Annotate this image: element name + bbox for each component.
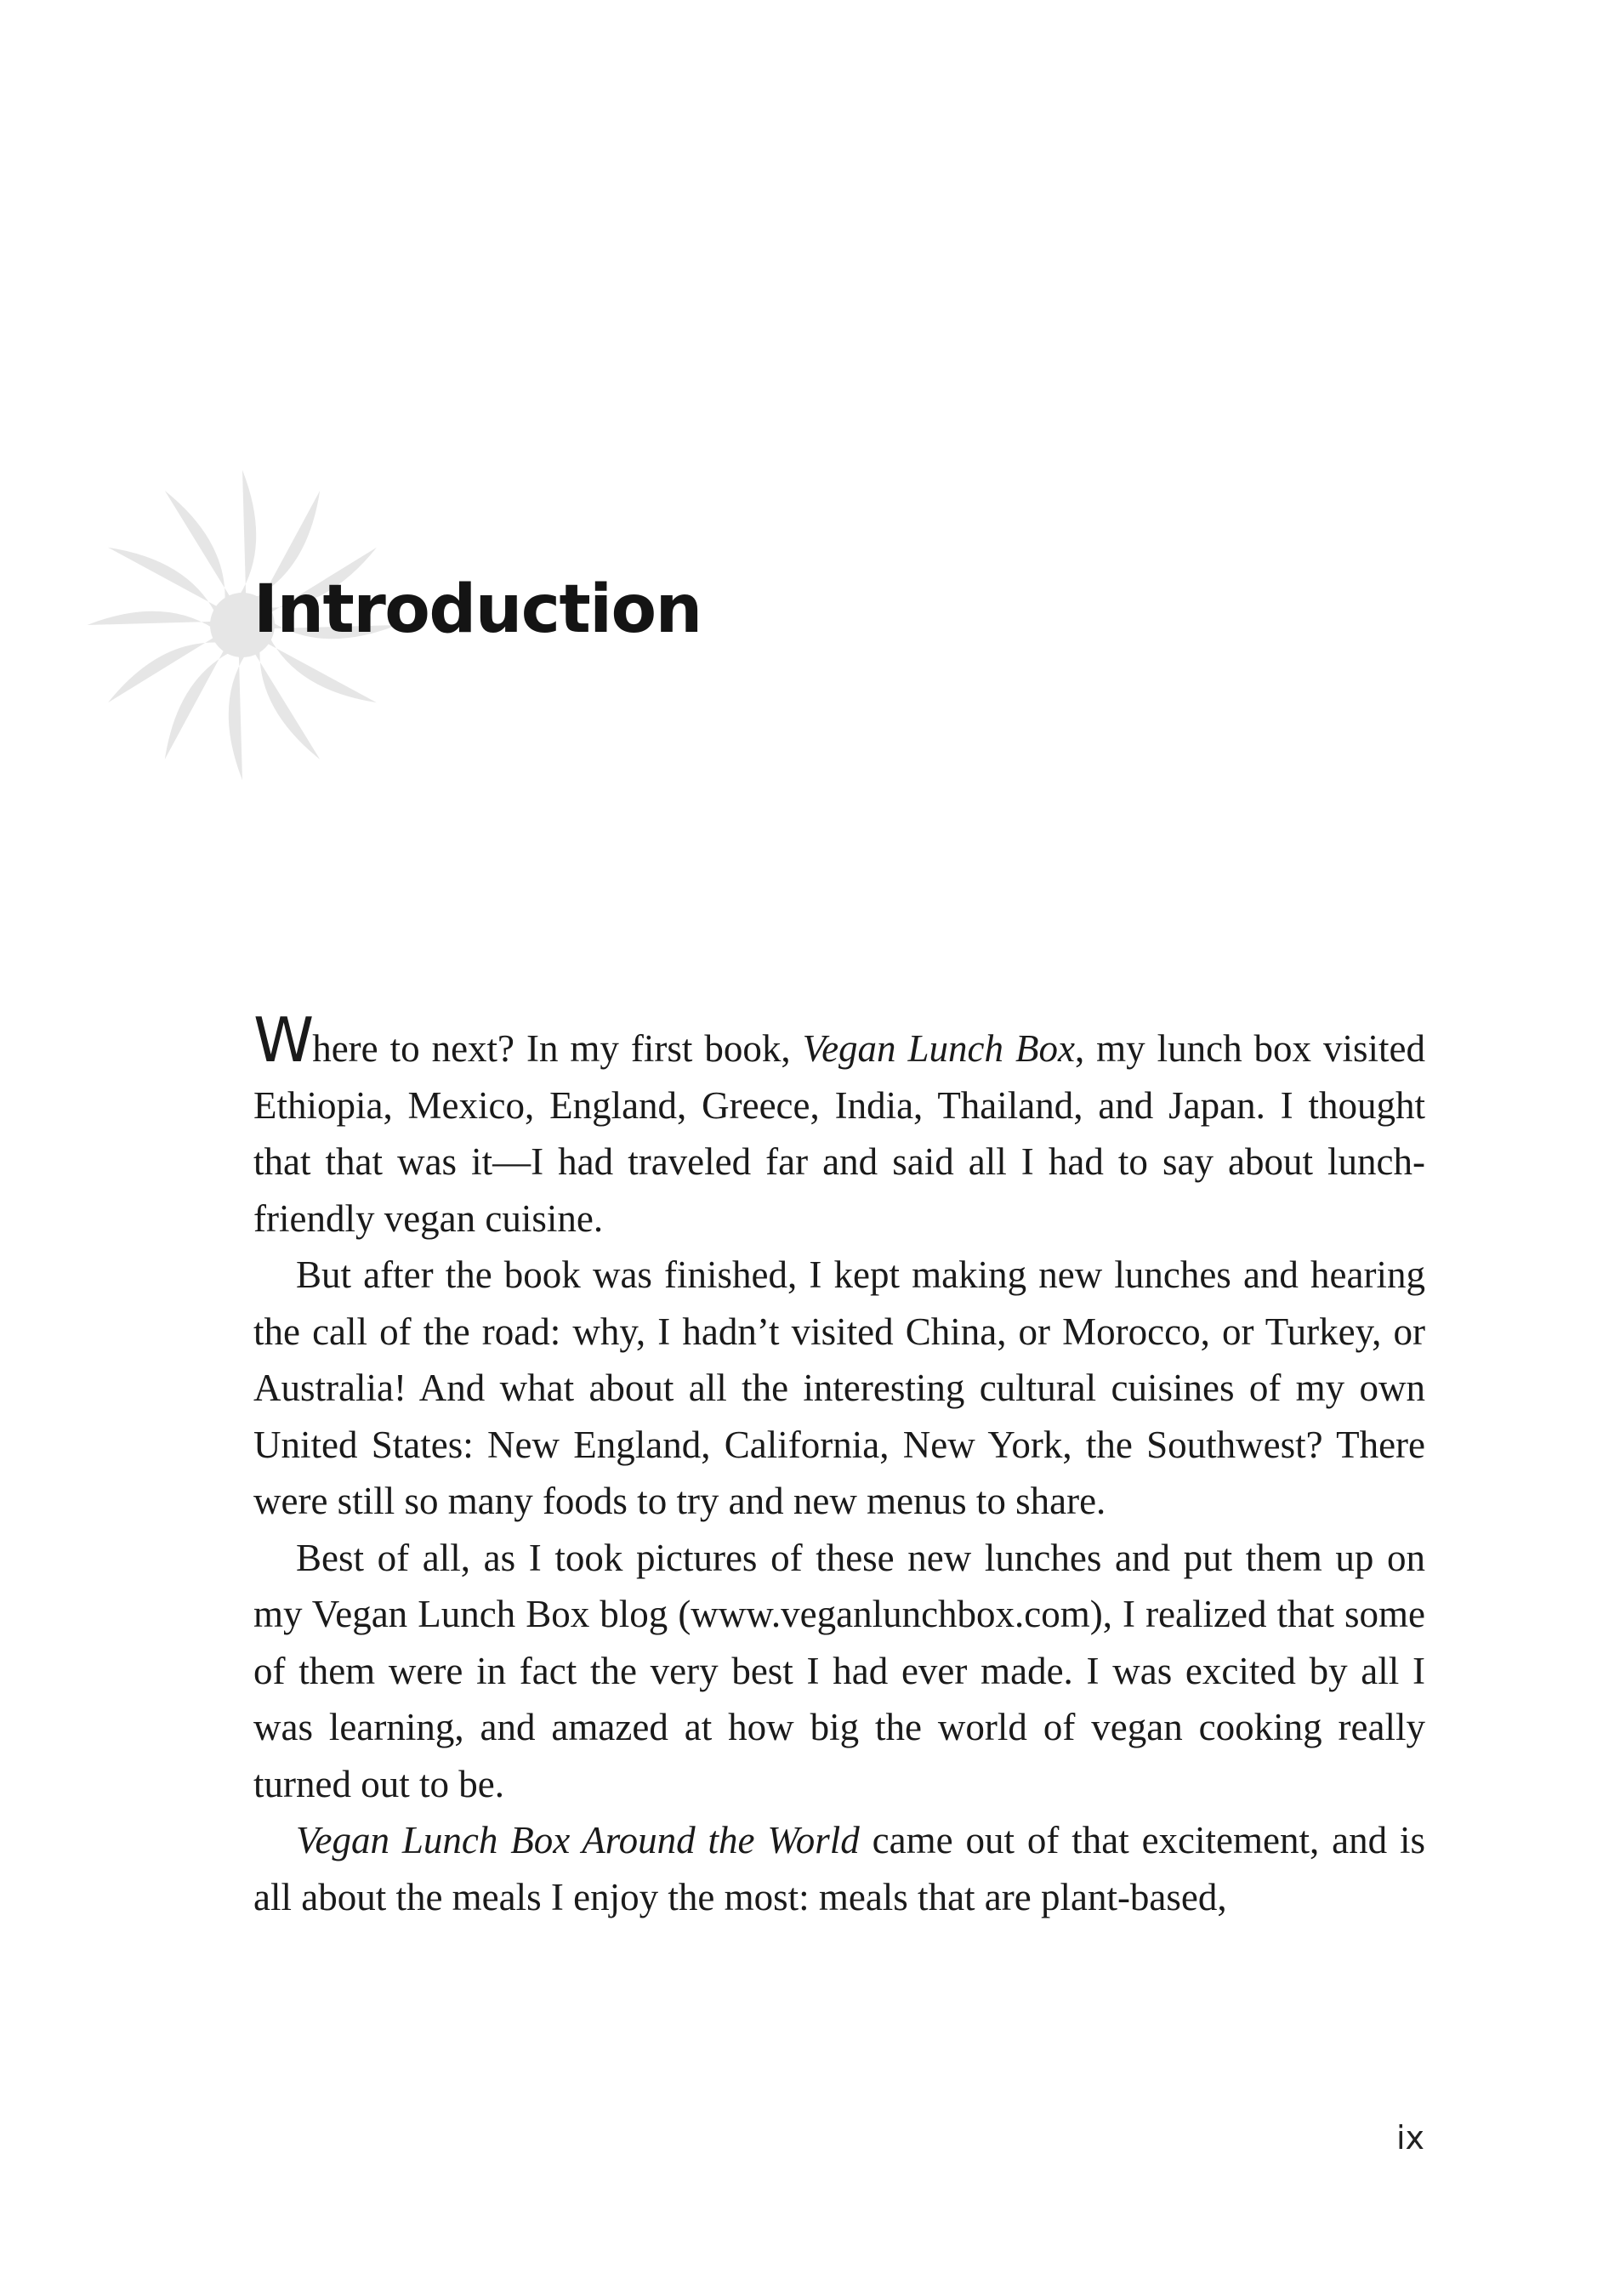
- paragraph: [253, 1247, 1425, 1530]
- page-number: ix: [1395, 2119, 1424, 2157]
- drop-cap: W: [253, 1004, 313, 1076]
- book-title-italic: Vegan Lunch Box: [802, 1027, 1075, 1070]
- paragraph: [253, 1530, 1425, 1813]
- text-run: came out of that excitement, and is all about the meals I enjoy the most: meals that are plant-based,: [253, 1819, 1426, 1918]
- starburst-ray: [108, 636, 219, 702]
- starburst-ray: [229, 654, 246, 780]
- starburst-ray: [253, 648, 320, 759]
- text-run: Best of all, as I took pictures of these new lunches and put them up on my Vegan Lunch Box blog (www.veganlunchbox.com), I realized that some of them were in fact the very best I had ever made. I was excited by all I was learning, and amazed at how big the world of vegan cooking really turned out to be.: [253, 1536, 1425, 1805]
- body-text: [253, 1004, 1426, 1925]
- paragraph: [253, 1004, 1426, 1247]
- text-run: But after the book was finished, I kept making new lunches and hearing the call of the road: why, I hadn’t visited China, or Morocco, or Turkey, or Australia! And what about all the interesting cultural cuisines of my own United States: New England, California, New York, the Southwest? There were still so many foods to try and new menus to share.: [253, 1253, 1425, 1522]
- starburst-ray: [108, 548, 219, 614]
- book-title-italic: Vegan Lunch Box Around the World: [296, 1819, 860, 1861]
- text-run: here to next? In my first book,: [312, 1027, 803, 1070]
- chapter-title: Introduction: [253, 571, 702, 648]
- starburst-ray: [165, 491, 231, 602]
- starburst-ray: [88, 611, 213, 628]
- text-run: , my lunch box visited Ethiopia, Mexico, England, Greece, India, Thailand, and Japan. I thought that that was it—I had traveled far and said all I had to say about lunch-friendly vegan cuisine.: [253, 1027, 1426, 1240]
- starburst-ray: [165, 648, 231, 759]
- paragraph: [253, 1812, 1425, 1925]
